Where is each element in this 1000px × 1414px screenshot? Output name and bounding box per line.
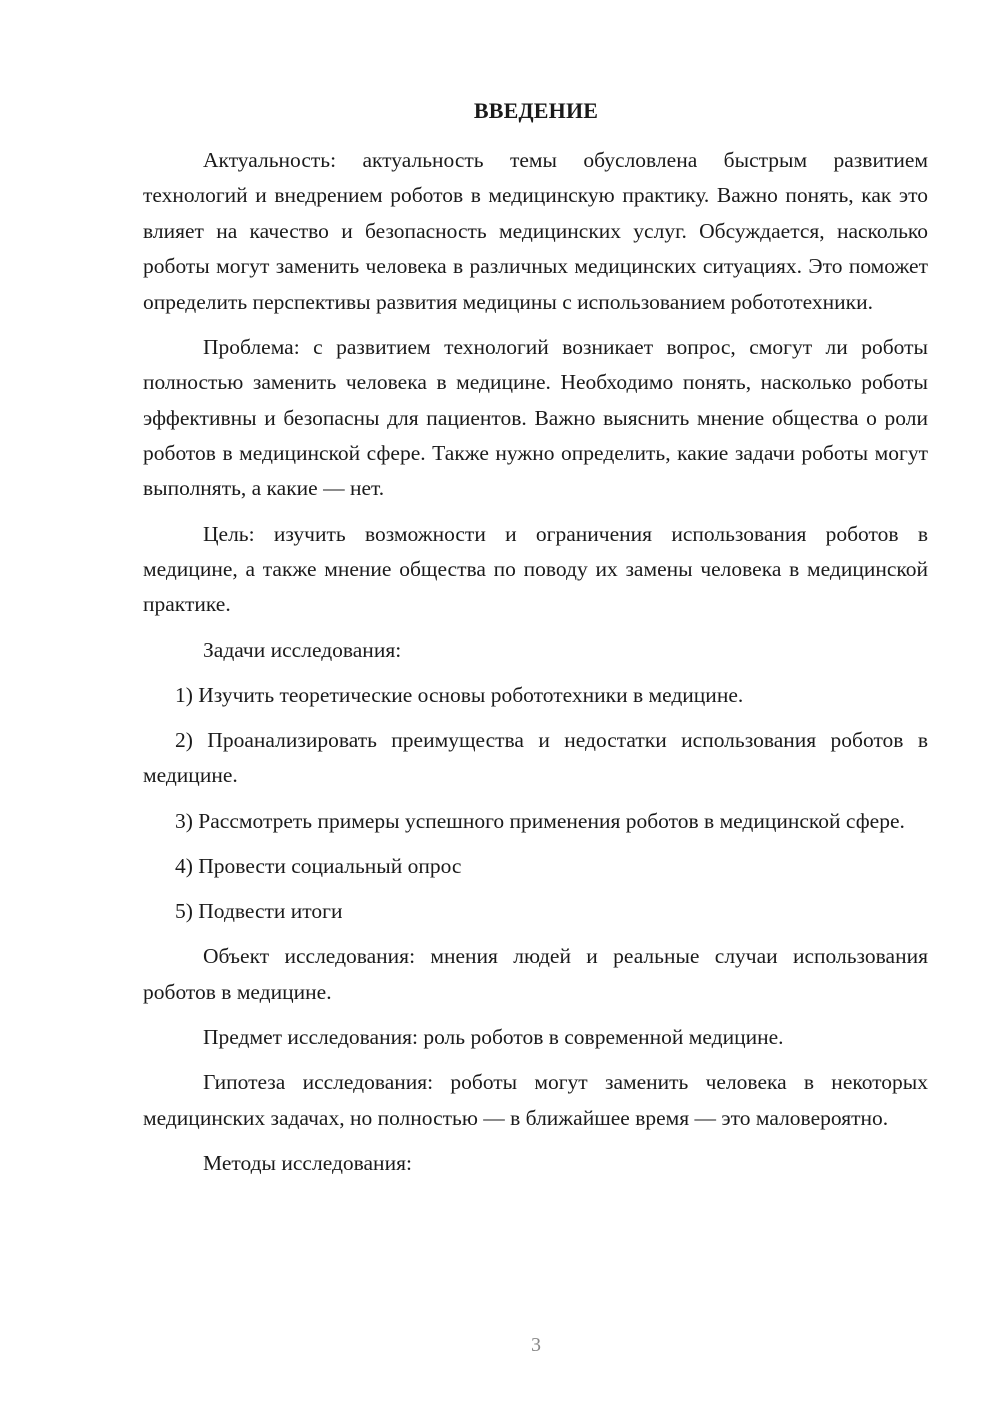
task-item: 1) Изучить теоретические основы робототехники в медицине. xyxy=(175,682,744,707)
section-heading: ВВЕДЕНИЕ xyxy=(473,98,599,123)
relevance-paragraph: Актуальность: актуальность темы обусловлена быстрым развитием технологий и внедрением роботов в медицинскую практику. Важно понять, как это влияет на качество и безопасность медицинских услуг. Обсуждается, насколько роботы могут заменить человека в различных медицинских ситуациях. Это поможет определить перспективы развития медицины с использованием робототехники. xyxy=(143,148,928,314)
body-text xyxy=(143,143,928,1181)
page-number: 3 xyxy=(531,1334,541,1356)
task-item: 2) Проанализировать преимущества и недостатки использования роботов в медицине. xyxy=(143,728,928,788)
subject-paragraph: Предмет исследования: роль роботов в современной медицине. xyxy=(203,1024,784,1049)
tasks-heading: Задачи исследования: xyxy=(203,637,402,662)
object-paragraph: Объект исследования: мнения людей и реальные случаи использования роботов в медицине. xyxy=(143,944,928,1004)
hypothesis-paragraph: Гипотеза исследования: роботы могут заменить человека в некоторых медицинских задачах, но полностью — в ближайшее время — это маловероятно. xyxy=(143,1070,928,1130)
task-item: 4) Провести социальный опрос xyxy=(175,853,462,878)
goal-paragraph: Цель: изучить возможности и ограничения использования роботов в медицине, а также мнение общества по поводу их замены человека в медицинской практике. xyxy=(143,521,928,617)
task-item: 5) Подвести итоги xyxy=(175,899,343,924)
problem-paragraph: Проблема: с развитием технологий возникает вопрос, смогут ли роботы полностью заменить человека в медицине. Необходимо понять, насколько роботы эффективны и безопасны для пациентов. Важно выяснить мнение общества о роли роботов в медицинской сфере. Также нужно определить, какие задачи роботы могут выполнять, а какие — нет. xyxy=(143,334,928,501)
task-item: 3) Рассмотреть примеры успешного применения роботов в медицинской сфере. xyxy=(175,808,905,833)
methods-heading: Методы исследования: xyxy=(203,1150,412,1175)
